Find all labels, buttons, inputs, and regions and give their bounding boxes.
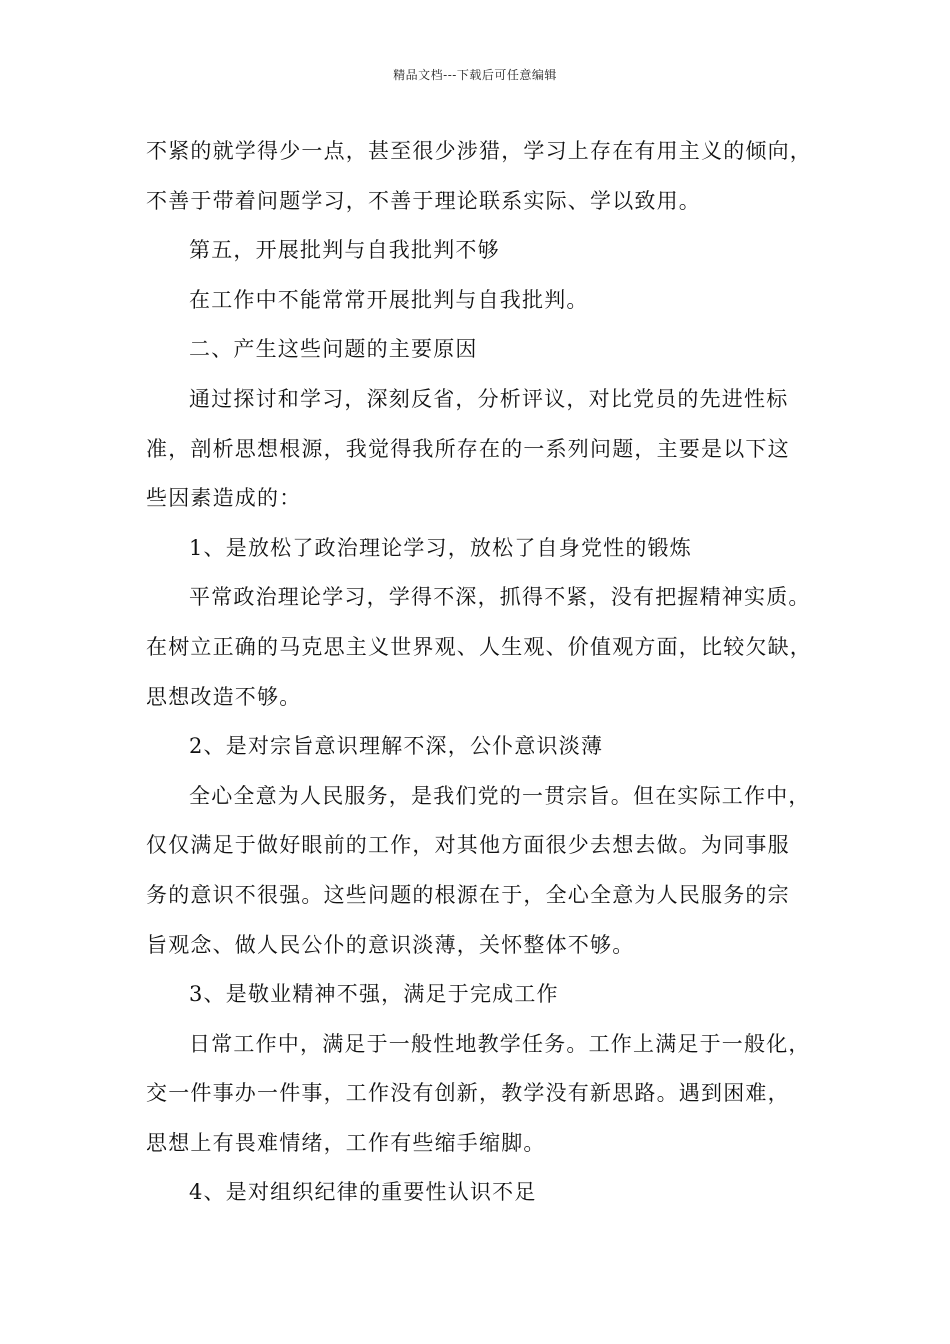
section-heading: 4、是对组织纪律的重要性认识不足	[189, 1180, 537, 1205]
text-line: 些因素造成的：	[146, 486, 302, 511]
text-line: 全心全意为人民服务，是我们党的一贯宗旨。但在实际工作中，	[189, 783, 811, 808]
text-line: 准，剖析思想根源，我觉得我所存在的一系列问题，主要是以下这	[146, 436, 790, 461]
text-line: 不善于带着问题学习，不善于理论联系实际、学以致用。	[146, 188, 701, 213]
section-heading: 3、是敬业精神不强，满足于完成工作	[189, 982, 559, 1007]
text-line: 不紧的就学得少一点，甚至很少涉猎，学习上存在有用主义的倾向，	[146, 139, 812, 163]
section-heading: 第五，开展批判与自我批判不够	[189, 238, 500, 263]
text-line: 日常工作中，满足于一般性地教学任务。工作上满足于一般化，	[189, 1031, 811, 1056]
text-line: 平常政治理论学习，学得不深，抓得不紧，没有把握精神实质。	[189, 585, 811, 610]
document-body	[146, 127, 816, 1218]
section-heading: 二、产生这些问题的主要原因	[189, 337, 478, 362]
text-line: 思想改造不够。	[146, 684, 302, 709]
text-line: 仅仅满足于做好眼前的工作，对其他方面很少去想去做。为同事服	[146, 833, 790, 858]
text-line: 通过探讨和学习，深刻反省，分析评议，对比党员的先进性标	[189, 386, 789, 411]
section-heading: 2、是对宗旨意识理解不深，公仆意识淡薄	[189, 734, 604, 759]
text-line: 思想上有畏难情绪，工作有些缩手缩脚。	[146, 1130, 546, 1155]
text-line: 在工作中不能常常开展批判与自我批判。	[189, 287, 589, 312]
text-line: 交一件事办一件事，工作没有创新，教学没有新思路。遇到困难，	[146, 1081, 790, 1106]
text-line: 务的意识不很强。这些问题的根源在于，全心全意为人民服务的宗	[146, 882, 790, 907]
text-line: 旨观念、做人民公仆的意识淡薄，关怀整体不够。	[146, 932, 635, 957]
section-heading: 1、是放松了政治理论学习，放松了自身党性的锻炼	[189, 535, 692, 560]
page-header: 精品文档---下载后可任意编辑	[393, 68, 557, 82]
text-line: 在树立正确的马克思主义世界观、人生观、价值观方面，比较欠缺，	[146, 634, 812, 659]
